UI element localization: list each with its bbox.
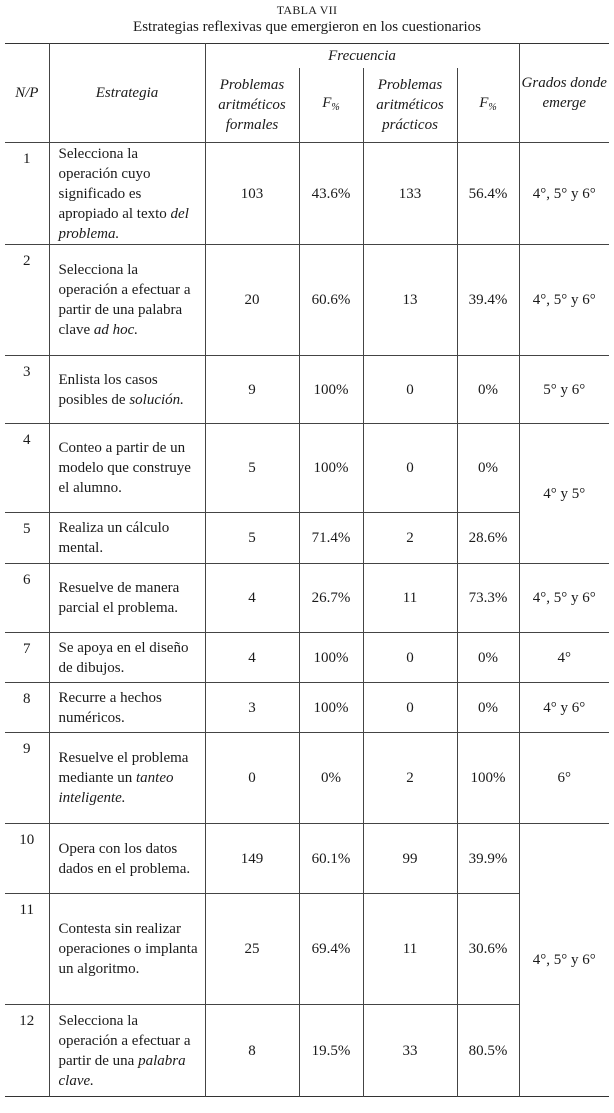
- table-row: [5, 824, 609, 894]
- cell-np: 12: [5, 1005, 49, 1097]
- strategies-table: [5, 43, 609, 1097]
- cell-np: 4: [5, 424, 49, 513]
- cell-f-formal: 19.5%: [299, 1005, 363, 1097]
- cell-np: 9: [5, 733, 49, 824]
- cell-formal: 9: [205, 356, 299, 424]
- cell-grados: 4°, 5° y 6°: [519, 564, 609, 633]
- cell-f-practico: 100%: [457, 733, 519, 824]
- header-estrategia: Estrategia: [49, 44, 205, 143]
- table-row: [5, 733, 609, 824]
- cell-np: 10: [5, 824, 49, 894]
- strategy-text: Selecciona la operación a efectuar a partir de una: [58, 1012, 191, 1069]
- strategy-text: Se apoya en el diseño de dibujos.: [58, 639, 189, 676]
- strategy-text: Conteo a partir de un modelo que construye el alumno.: [58, 440, 191, 496]
- cell-practico: 2: [363, 513, 457, 564]
- table-row: [5, 1005, 609, 1097]
- table-row: [5, 356, 609, 424]
- cell-formal: 103: [205, 143, 299, 245]
- cell-grados: 4°, 5° y 6°: [519, 245, 609, 356]
- table-row: [5, 633, 609, 683]
- cell-practico: 2: [363, 733, 457, 824]
- cell-strategy: [49, 356, 205, 424]
- strategy-text: Enlista los casos posibles de: [58, 371, 158, 408]
- cell-formal: 8: [205, 1005, 299, 1097]
- cell-f-formal: 43.6%: [299, 143, 363, 245]
- f-symbol: F: [322, 94, 332, 111]
- f-subscript: %: [331, 101, 340, 113]
- cell-formal: 25: [205, 894, 299, 1005]
- cell-f-formal: 0%: [299, 733, 363, 824]
- strategy-text: Resuelve el problema mediante un: [58, 750, 189, 786]
- cell-grados: 4° y 5°: [519, 424, 609, 564]
- cell-f-practico: 0%: [457, 356, 519, 424]
- cell-f-formal: 69.4%: [299, 894, 363, 1005]
- cell-strategy: [49, 513, 205, 564]
- table-caption: TABLA VII: [276, 3, 338, 17]
- strategy-text: Recurre a hechos numéricos.: [58, 689, 162, 726]
- header-np: N/P: [15, 85, 39, 101]
- cell-np: 2: [5, 245, 49, 356]
- cell-formal: 4: [205, 564, 299, 633]
- cell-strategy: [49, 245, 205, 356]
- cell-f-formal: 100%: [299, 633, 363, 683]
- cell-f-formal: 100%: [299, 356, 363, 424]
- f-symbol: F: [479, 94, 489, 111]
- cell-f-practico: 0%: [457, 633, 519, 683]
- cell-formal: 3: [205, 683, 299, 733]
- cell-strategy: [49, 894, 205, 1005]
- table-title: Estrategias reflexivas que emergieron en los cuestionarios: [133, 19, 481, 35]
- cell-formal: 0: [205, 733, 299, 824]
- header-practicos: Problemas aritméticos prácticos: [363, 68, 457, 143]
- cell-practico: 0: [363, 356, 457, 424]
- cell-np: 11: [5, 894, 49, 1005]
- cell-practico: 11: [363, 564, 457, 633]
- cell-f-formal: 100%: [299, 424, 363, 513]
- strategy-text-italic: solución.: [129, 391, 184, 408]
- cell-strategy: [49, 824, 205, 894]
- cell-np: 6: [5, 564, 49, 633]
- strategy-text: Resuelve de manera parcial el problema.: [58, 580, 180, 616]
- cell-formal: 5: [205, 424, 299, 513]
- table-row: [5, 513, 609, 564]
- cell-f-practico: 39.9%: [457, 824, 519, 894]
- f-subscript: %: [488, 101, 497, 113]
- cell-f-practico: 30.6%: [457, 894, 519, 1005]
- cell-f-practico: 56.4%: [457, 143, 519, 245]
- header-f-formales: [299, 68, 363, 143]
- strategy-text-italic: ad hoc.: [93, 322, 139, 338]
- table-row: [5, 564, 609, 633]
- strategy-text-italic: palabra clave.: [58, 1052, 186, 1089]
- cell-grados: 5° y 6°: [519, 356, 609, 424]
- cell-np: 1: [5, 143, 49, 245]
- cell-formal: 20: [205, 245, 299, 356]
- cell-practico: 33: [363, 1005, 457, 1097]
- cell-practico: 11: [363, 894, 457, 1005]
- strategy-text: Selecciona la operación a efectuar a partir de una palabra clave: [58, 262, 191, 338]
- cell-formal: 149: [205, 824, 299, 894]
- cell-f-formal: 71.4%: [299, 513, 363, 564]
- cell-f-practico: 80.5%: [457, 1005, 519, 1097]
- cell-formal: 5: [205, 513, 299, 564]
- strategy-text: Opera con los datos dados en el problema.: [58, 840, 191, 877]
- cell-strategy: [49, 1005, 205, 1097]
- cell-f-formal: 26.7%: [299, 564, 363, 633]
- cell-f-formal: 100%: [299, 683, 363, 733]
- cell-f-practico: 0%: [457, 683, 519, 733]
- header-frecuencia: Frecuencia: [205, 44, 519, 69]
- cell-practico: 99: [363, 824, 457, 894]
- table-row: [5, 894, 609, 1005]
- header-formales: Problemas aritméticos formales: [205, 68, 299, 143]
- cell-grados: 4°: [519, 633, 609, 683]
- table-row: [5, 143, 609, 245]
- strategy-text: Contesta sin realizar operaciones o implanta un algoritmo.: [58, 921, 198, 977]
- strategy-text-italic: del problema.: [58, 205, 189, 242]
- cell-grados: 4°, 5° y 6°: [519, 824, 609, 1097]
- header-grados: Grados donde emerge: [519, 44, 609, 143]
- cell-practico: 0: [363, 424, 457, 513]
- cell-f-formal: 60.1%: [299, 824, 363, 894]
- cell-f-practico: 39.4%: [457, 245, 519, 356]
- cell-strategy: [49, 633, 205, 683]
- cell-strategy: [49, 564, 205, 633]
- cell-practico: 133: [363, 143, 457, 245]
- cell-np: 8: [5, 683, 49, 733]
- strategy-text-italic: tanteo inteligente.: [58, 770, 174, 806]
- cell-strategy: [49, 424, 205, 513]
- strategy-text: Selecciona la operación cuyo significado es apropiado al texto: [58, 145, 167, 222]
- cell-grados: 4°, 5° y 6°: [519, 143, 609, 245]
- cell-strategy: [49, 733, 205, 824]
- header-f-practicos: [457, 68, 519, 143]
- cell-grados: 4° y 6°: [519, 683, 609, 733]
- cell-f-formal: 60.6%: [299, 245, 363, 356]
- table-row: [5, 245, 609, 356]
- cell-strategy: [49, 143, 205, 245]
- cell-grados: 6°: [519, 733, 609, 824]
- cell-np: 3: [5, 356, 49, 424]
- cell-practico: 0: [363, 633, 457, 683]
- cell-strategy: [49, 683, 205, 733]
- cell-np: 7: [5, 633, 49, 683]
- table-row: [5, 683, 609, 733]
- cell-f-practico: 0%: [457, 424, 519, 513]
- table-row: [5, 424, 609, 513]
- cell-formal: 4: [205, 633, 299, 683]
- cell-f-practico: 73.3%: [457, 564, 519, 633]
- cell-practico: 13: [363, 245, 457, 356]
- strategy-text: Realiza un cálculo mental.: [58, 520, 170, 556]
- cell-np: 5: [5, 513, 49, 564]
- cell-practico: 0: [363, 683, 457, 733]
- cell-f-practico: 28.6%: [457, 513, 519, 564]
